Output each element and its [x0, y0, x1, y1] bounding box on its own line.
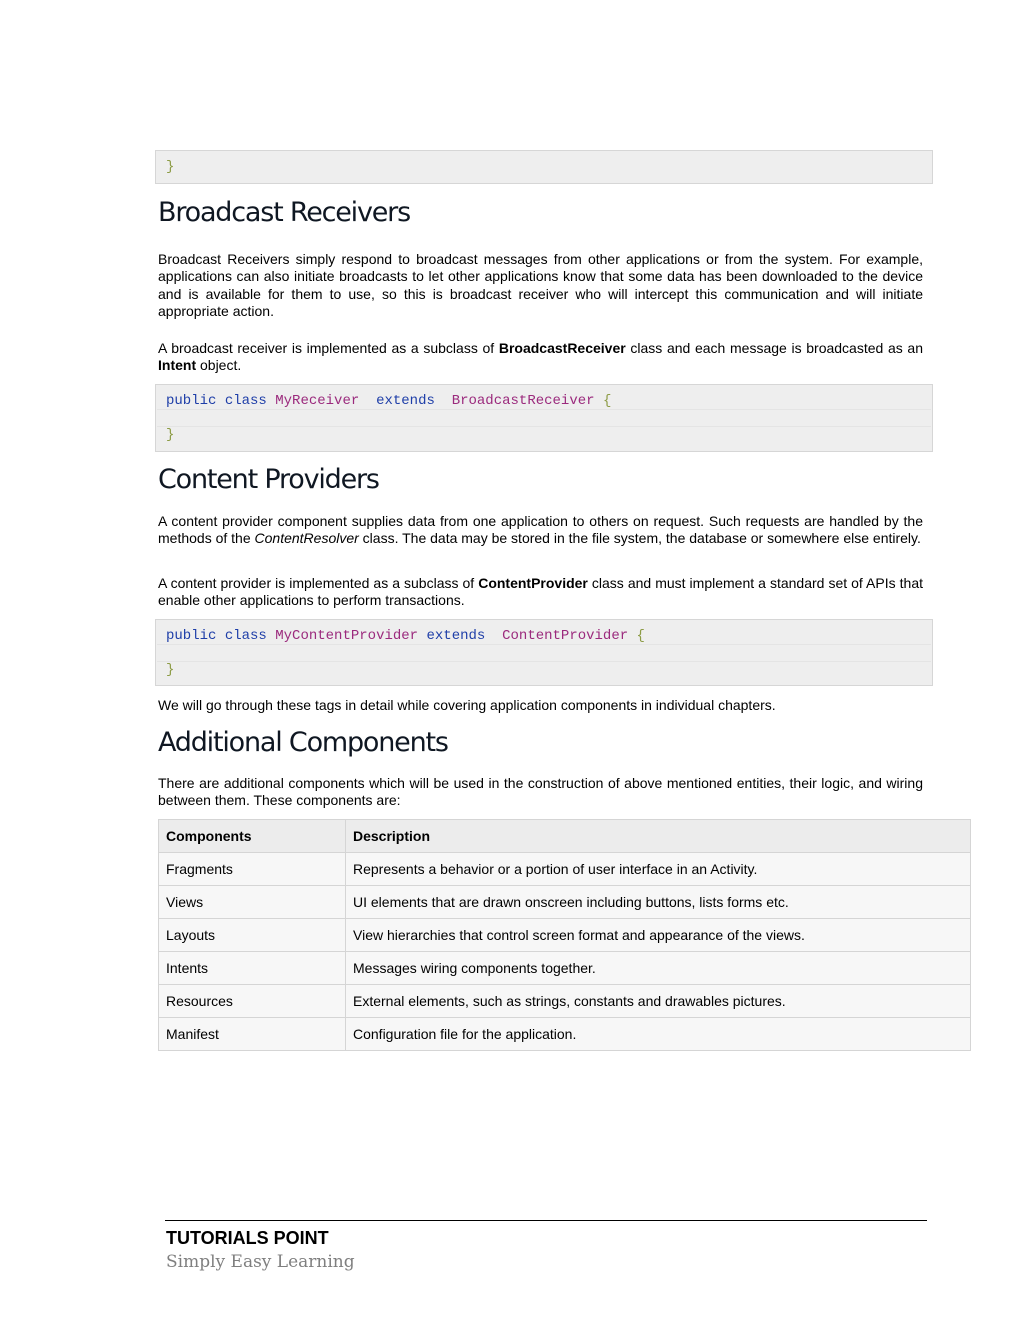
table-row	[159, 853, 971, 886]
table-row	[159, 919, 971, 952]
additional-intro: There are additional components which will be used in the construction of above mentioned entities, their logic, and wiring between them. These components are:	[158, 775, 923, 809]
footer-divider	[165, 1220, 927, 1221]
keyword-public: public	[166, 393, 217, 409]
class-name: MyContentProvider	[275, 628, 419, 644]
keyword-extends: extends	[426, 628, 486, 644]
section-heading-broadcast-receivers: Broadcast Receivers	[158, 197, 410, 228]
text-run: A broadcast receiver is implemented as a subclass of	[158, 340, 499, 356]
super-class-name: BroadcastReceiver	[451, 393, 595, 409]
component-description: Configuration file for the application.	[346, 1018, 971, 1051]
components-table	[158, 819, 971, 1051]
code-block-content-provider	[155, 619, 933, 686]
component-name: Resources	[159, 985, 346, 1018]
component-description: UI elements that are drawn onscreen including buttons, lists forms etc.	[346, 886, 971, 919]
component-description: Messages wiring components together.	[346, 952, 971, 985]
class-name-bold: ContentProvider	[478, 575, 588, 591]
code-line-separator	[157, 661, 931, 662]
code-line-declaration	[166, 628, 645, 644]
text-run: class and must implement a standard set of APIs that enable other applications to perform transactions.	[158, 575, 923, 609]
open-brace: {	[636, 628, 645, 644]
code-line-declaration	[166, 393, 611, 409]
table-row	[159, 886, 971, 919]
component-description: Represents a behavior or a portion of user interface in an Activity.	[346, 853, 971, 886]
section-heading-content-providers: Content Providers	[158, 464, 379, 495]
code-block-continuation	[155, 150, 933, 184]
table-row	[159, 985, 971, 1018]
keyword-class: class	[224, 628, 267, 644]
table-row	[159, 1018, 971, 1051]
text-run: class and each message is broadcasted as an	[625, 340, 923, 356]
component-name: Views	[159, 886, 346, 919]
table-header-row	[159, 820, 971, 853]
text-run: A content provider is implemented as a subclass of	[158, 575, 479, 591]
code-block-broadcast-receiver	[155, 384, 933, 452]
component-name: Fragments	[159, 853, 346, 886]
code-line-separator	[157, 644, 931, 645]
keyword-class: class	[224, 393, 267, 409]
component-description: External elements, such as strings, constants and drawables pictures.	[346, 985, 971, 1018]
code-line-separator	[157, 409, 931, 410]
component-name: Intents	[159, 952, 346, 985]
broadcast-paragraph-1: Broadcast Receivers simply respond to broadcast messages from other applications or from the system. For example, applications can also initiate broadcasts to let other applications know that some data has been downloaded to the device and is available for them to use, so this is broadcast receiver who will intercept this communication and will initiate appropriate action.	[158, 251, 923, 319]
content-paragraph-1	[158, 513, 923, 548]
broadcast-paragraph-2	[158, 340, 923, 375]
class-name: MyReceiver	[275, 393, 360, 409]
intent-bold: Intent	[158, 357, 197, 374]
text-run: object.	[196, 357, 242, 374]
text-run: class. The data may be stored in the file system, the database or somewhere else entirely.	[358, 530, 921, 547]
code-line-close: }	[166, 427, 175, 443]
closing-brace: }	[166, 159, 175, 175]
class-name-italic: ContentResolver	[254, 530, 359, 547]
column-header-components: Components	[159, 820, 346, 853]
code-line-separator	[157, 426, 931, 427]
class-name-bold: BroadcastReceiver	[498, 340, 626, 356]
component-name: Manifest	[159, 1018, 346, 1051]
footer-tagline: Simply Easy Learning	[166, 1252, 355, 1272]
content-after-note: We will go through these tags in detail while covering application components in individual chapters.	[158, 697, 776, 713]
super-class-name: ContentProvider	[502, 628, 629, 644]
code-line-close: }	[166, 662, 175, 678]
column-header-description: Description	[346, 820, 971, 853]
content-paragraph-2	[158, 575, 923, 610]
open-brace: {	[602, 393, 612, 409]
component-name: Layouts	[159, 919, 346, 952]
keyword-extends: extends	[376, 393, 435, 409]
section-heading-additional-components: Additional Components	[158, 727, 448, 758]
footer-brand: TUTORIALS POINT	[166, 1228, 329, 1248]
keyword-public: public	[166, 628, 217, 644]
component-description: View hierarchies that control screen format and appearance of the views.	[346, 919, 971, 952]
table-row	[159, 952, 971, 985]
text-run: A content provider component supplies data from one application to others on request. Such requests are handled by the methods of the	[158, 513, 923, 547]
